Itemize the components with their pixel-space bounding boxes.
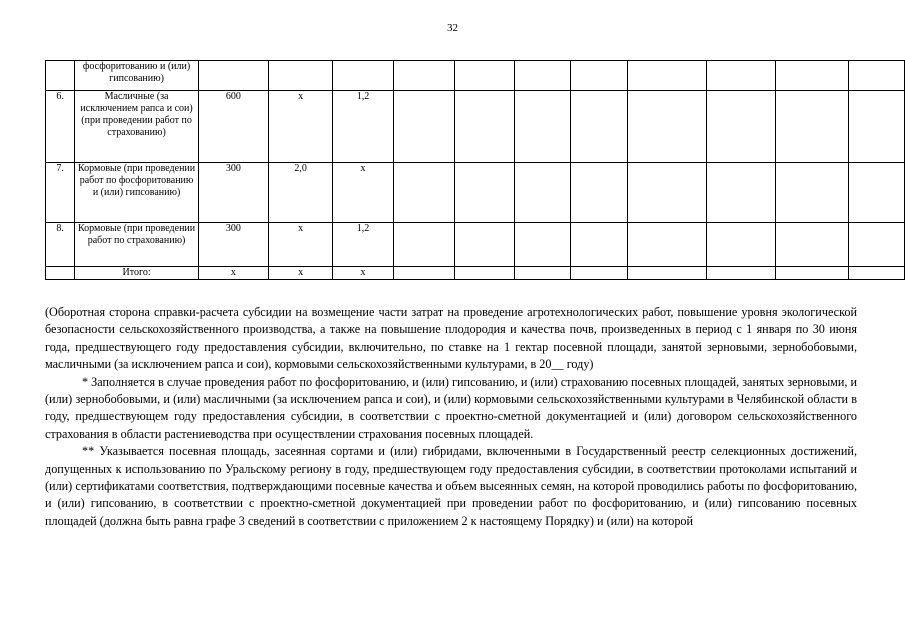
row-number-cell: 8.: [46, 223, 75, 267]
table-row: [46, 163, 905, 223]
empty-cell: [393, 61, 454, 91]
table-row: [46, 223, 905, 267]
empty-cell: [848, 163, 904, 223]
empty-cell: [514, 61, 570, 91]
row-number-cell: 7.: [46, 163, 75, 223]
value-cell: 300: [198, 163, 268, 223]
empty-cell: [848, 223, 904, 267]
value-cell: х: [268, 91, 332, 163]
total-row: [46, 267, 905, 280]
value-cell: х: [268, 223, 332, 267]
empty-cell: [776, 163, 849, 223]
value-cell: 600: [198, 91, 268, 163]
empty-cell: [848, 91, 904, 163]
row-number-cell: 6.: [46, 91, 75, 163]
value-cell: [333, 61, 393, 91]
value-cell: х: [333, 267, 393, 280]
table-row: [46, 61, 905, 91]
value-cell: 2,0: [268, 163, 332, 223]
empty-cell: [848, 267, 904, 280]
empty-cell: [454, 61, 514, 91]
footnote-single-asterisk: * Заполняется в случае проведения работ по фосфоритованию, и (или) гипсованию, и (или) страхованию посевных площадей, занятых зерновыми, и (или) зернобобовыми, и (или) масличными (за исключением рапса и сои), и (или) кормовыми сельскохозяйственными культурами в Челябинской области в году, предшествующем году предоставления субсидии, в соответствии с проектно-сметной документацией и (или) договором сельскохозяйственного страхования в области растениеводства при осуществлении страхования посевных площадей.: [45, 374, 857, 441]
notes-section: [45, 304, 857, 530]
empty-cell: [628, 163, 707, 223]
value-cell: [268, 61, 332, 91]
empty-cell: [707, 163, 776, 223]
row-number-cell: [46, 267, 75, 280]
value-cell: 300: [198, 223, 268, 267]
reverse-side-caption: (Оборотная сторона справки-расчета субсидии на возмещение части затрат на проведение агротехнологических работ, повышение уровня экологической безопасности сельскохозяйственного производства, а также на повышение плодородия и качества почв, произведенных в период с 1 января по 30 июня года, предшествующего году предоставления субсидии, включительно, по ставке на 1 гектар посевной площади, занятой зерновыми, зернобобовыми, масличными (за исключением рапса и сои), кормовыми сельскохозяйственными культурами, в 20__ году): [45, 305, 857, 372]
empty-cell: [570, 267, 627, 280]
crop-name-cell: Кормовые (при проведении работ по страхованию): [75, 223, 198, 267]
value-cell: х: [333, 163, 393, 223]
crop-name-cell: фосфоритованию и (или) гипсованию): [75, 61, 198, 91]
empty-cell: [454, 267, 514, 280]
empty-cell: [393, 91, 454, 163]
empty-cell: [570, 61, 627, 91]
subsidy-calculation-table: [45, 60, 905, 280]
empty-cell: [393, 267, 454, 280]
empty-cell: [570, 91, 627, 163]
empty-cell: [628, 61, 707, 91]
empty-cell: [707, 223, 776, 267]
value-cell: 1,2: [333, 223, 393, 267]
footnote-double-asterisk: ** Указывается посевная площадь, засеянная сортами и (или) гибридами, включенными в Государственный реестр селекционных достижений, допущенных к использованию по Уральскому региону в году, предшествующем году предоставления субсидии, в соответствии протоколами испытаний и (или) сертификатами соответствия, подтверждающими посевные качества и объем высеянных семян, на которой проводились работы по фосфоритованию, и (или) гипсованию, в соответствии с проектно-сметной документацией при проведении работ по фосфоритованию, и (или) гипсованию посевных площадей (должна быть равна графе 3 сведений в соответствии с приложением 2 к настоящему Порядку) и (или) на которой: [45, 444, 857, 528]
page-number: 32: [447, 22, 458, 34]
empty-cell: [393, 223, 454, 267]
crop-name-cell: Масличные (за исключением рапса и сои) (при проведении работ по страхованию): [75, 91, 198, 163]
empty-cell: [776, 223, 849, 267]
row-number-cell: [46, 61, 75, 91]
empty-cell: [570, 163, 627, 223]
empty-cell: [707, 91, 776, 163]
empty-cell: [514, 267, 570, 280]
empty-cell: [514, 163, 570, 223]
empty-cell: [454, 163, 514, 223]
empty-cell: [628, 267, 707, 280]
empty-cell: [776, 267, 849, 280]
empty-cell: [628, 223, 707, 267]
table-row: [46, 91, 905, 163]
empty-cell: [454, 223, 514, 267]
empty-cell: [570, 223, 627, 267]
value-cell: 1,2: [333, 91, 393, 163]
empty-cell: [514, 223, 570, 267]
empty-cell: [393, 163, 454, 223]
empty-cell: [707, 267, 776, 280]
crop-name-cell: Кормовые (при проведении работ по фосфоритованию и (или) гипсованию): [75, 163, 198, 223]
empty-cell: [454, 91, 514, 163]
empty-cell: [628, 91, 707, 163]
empty-cell: [848, 61, 904, 91]
value-cell: [198, 61, 268, 91]
empty-cell: [776, 61, 849, 91]
value-cell: х: [198, 267, 268, 280]
empty-cell: [776, 91, 849, 163]
value-cell: х: [268, 267, 332, 280]
empty-cell: [514, 91, 570, 163]
empty-cell: [707, 61, 776, 91]
total-label-cell: Итого:: [75, 267, 198, 280]
